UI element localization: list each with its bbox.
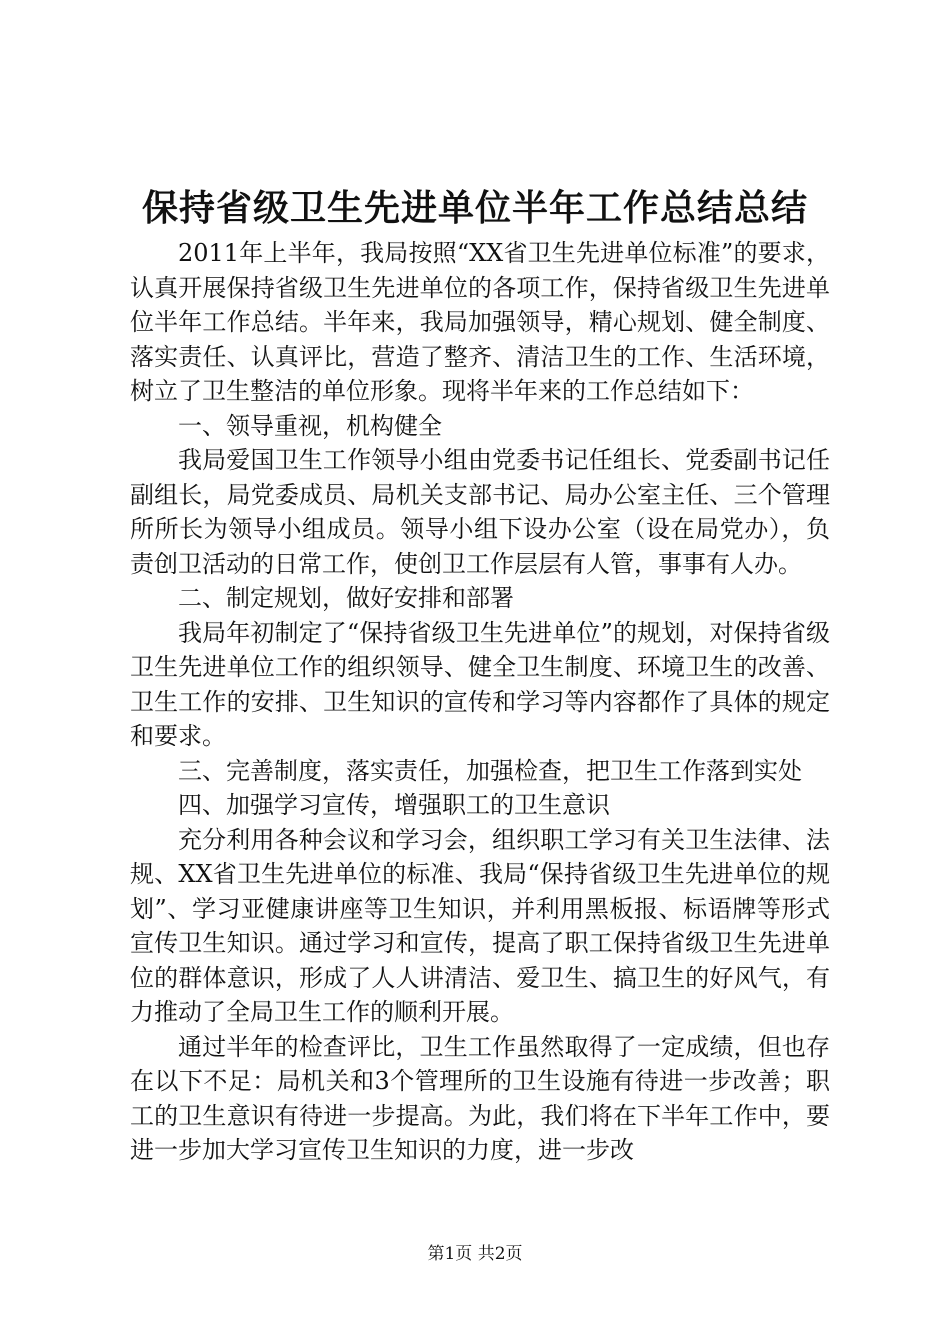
paragraph-section-1: 我局爱国卫生工作领导小组由党委书记任组长、党委副书记任副组长，局党委成员、局机关支部书记、局办公室主任、三个管理所所长为领导小组成员。领导小组下设办公室（设在局党办），负责创卫活动的日常工作，使创卫工作层层有人管，事事有人办。 bbox=[130, 446, 830, 578]
page-number-footer: 第1页 共2页 bbox=[427, 1244, 523, 1264]
section-heading-2: 二、制定规划，做好安排和部署 bbox=[178, 584, 514, 612]
paragraph-section-4: 充分利用各种会议和学习会，组织职工学习有关卫生法律、法规、XX省卫生先进单位的标准、我局“保持省级卫生先进单位的规划”、学习亚健康讲座等卫生知识，并利用黑板报、标语牌等形式宣传卫生知识。通过学习和宣传，提高了职工保持省级卫生先进单位的群体意识，形成了人人讲清洁、爱卫生、搞卫生的好风气，有力推动了全局卫生工作的顺利开展。 bbox=[130, 825, 830, 1026]
document-title: 保持省级卫生先进单位半年工作总结总结 bbox=[141, 187, 808, 229]
paragraph-section-2: 我局年初制定了“保持省级卫生先进单位”的规划，对保持省级卫生先进单位工作的组织领导、健全卫生制度、环境卫生的改善、卫生工作的安排、卫生知识的宣传和学习等内容都作了具体的规定和要求。 bbox=[130, 618, 830, 750]
section-heading-3: 三、完善制度，落实责任，加强检查，把卫生工作落到实处 bbox=[178, 756, 802, 785]
paragraph-intro: 2011年上半年，我局按照“XX省卫生先进单位标准”的要求，认真开展保持省级卫生先进单位的各项工作，保持省级卫生先进单位半年工作总结。半年来，我局加强领导，精心规划、健全制度、落实责任、认真评比，营造了整齐、清洁卫生的工作、生活环境，树立了卫生整洁的单位形象。现将半年来的工作总结如下： bbox=[130, 239, 830, 405]
section-heading-1: 一、领导重视，机构健全 bbox=[178, 411, 442, 440]
document-body bbox=[130, 236, 830, 1168]
section-heading-4: 四、加强学习宣传，增强职工的卫生意识 bbox=[178, 791, 610, 819]
paragraph-conclusion: 通过半年的检查评比，卫生工作虽然取得了一定成绩，但也存在以下不足：局机关和3个管理所的卫生设施有待进一步改善；职工的卫生意识有待进一步提高。为此，我们将在下半年工作中，要进一步加大学习宣传卫生知识的力度，进一步改 bbox=[130, 1032, 830, 1164]
